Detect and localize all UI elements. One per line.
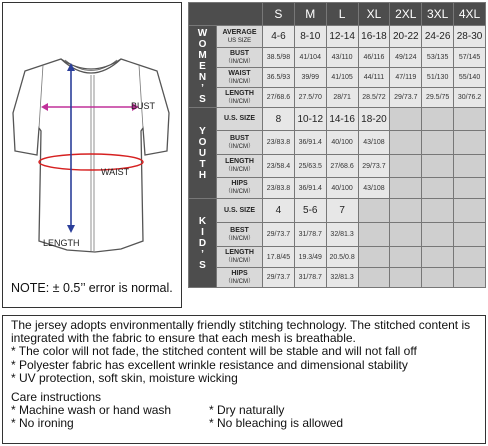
empty-cell	[422, 155, 454, 178]
empty-cell	[422, 247, 454, 268]
measurement-cell: 18-20	[358, 108, 390, 131]
group-label	[189, 108, 217, 199]
measurement-cell: 29.5/75	[422, 88, 454, 108]
care-item: * Machine wash or hand wash	[11, 403, 172, 418]
empty-cell	[454, 268, 486, 288]
group-letter: S	[199, 94, 206, 105]
row-label-text: WAIST	[228, 69, 251, 77]
jersey-outline-icon	[3, 3, 181, 307]
measurement-cell: 12-14	[326, 26, 358, 48]
group-letter: H	[198, 169, 207, 181]
measurement-cell: 36.5/93	[263, 68, 295, 88]
group-letter: U	[198, 147, 207, 159]
row-label	[217, 26, 263, 48]
row-label	[217, 155, 263, 178]
jersey-diagram	[2, 2, 182, 308]
measurement-cell: 36/91.4	[294, 131, 326, 155]
row-label-unit: （IN/CM）	[225, 167, 254, 173]
row-label-unit: （IN/CM）	[225, 189, 254, 195]
measurement-cell: 55/140	[454, 68, 486, 88]
measurement-cell: 41/104	[294, 48, 326, 68]
group-label	[189, 199, 217, 288]
row-label	[217, 131, 263, 155]
header-corner	[189, 3, 263, 26]
measurement-cell: 5-6	[294, 199, 326, 223]
measurement-cell: 8	[263, 108, 295, 131]
row-label-unit: （IN/CM）	[225, 235, 254, 242]
row-label-text: U.S. SIZE	[223, 115, 256, 122]
group-letter: ’	[201, 248, 204, 260]
table-row	[189, 199, 486, 223]
measurement-cell: 28-30	[454, 26, 486, 48]
description-lines	[11, 319, 477, 385]
row-label	[217, 268, 263, 288]
size-header-s: S	[263, 3, 295, 26]
measurement-cell: 4-6	[263, 26, 295, 48]
table-row	[189, 223, 486, 247]
bust-label: BUST	[131, 101, 156, 111]
group-letter: N	[198, 72, 207, 83]
measurement-cell: 20.5/0.8	[326, 247, 358, 268]
empty-cell	[358, 223, 390, 247]
table-row	[189, 131, 486, 155]
row-label	[217, 199, 263, 223]
measurement-cell: 17.8/45	[263, 247, 295, 268]
care-instructions-list	[11, 404, 477, 430]
row-label-unit: US SIZE	[227, 37, 252, 44]
group-letter: K	[198, 215, 207, 227]
measurement-cell: 24-26	[422, 26, 454, 48]
care-item: * No ironing	[11, 416, 74, 431]
measurement-cell: 27.5/70	[294, 88, 326, 108]
size-header-2xl: 2XL	[390, 3, 422, 26]
measurement-cell: 43/108	[358, 178, 390, 199]
measurement-cell: 43/110	[326, 48, 358, 68]
measurement-cell: 29/73.7	[263, 223, 295, 247]
group-label	[189, 26, 217, 108]
group-letter: D	[198, 237, 207, 249]
empty-cell	[358, 268, 390, 288]
row-label-unit: （IN/CM）	[225, 258, 254, 264]
table-row	[189, 155, 486, 178]
measurement-cell: 23/58.4	[263, 155, 295, 178]
group-letter: E	[199, 61, 206, 72]
measurement-cell: 38.5/98	[263, 48, 295, 68]
row-label	[217, 223, 263, 247]
row-label-unit: （IN/CM）	[225, 143, 254, 150]
empty-cell	[454, 247, 486, 268]
group-letter: O	[198, 39, 207, 50]
waist-label: WAIST	[101, 167, 130, 177]
measurement-cell: 40/100	[326, 131, 358, 155]
size-header-xl: XL	[358, 3, 390, 26]
measurement-cell: 19.3/49	[294, 247, 326, 268]
empty-cell	[422, 131, 454, 155]
row-label-text: LENGTH	[225, 89, 254, 97]
measurement-cell: 23/83.8	[263, 178, 295, 199]
row-label-text: U.S. SIZE	[223, 206, 256, 214]
measurement-cell: 4	[263, 199, 295, 223]
size-header-l: L	[326, 3, 358, 26]
measurement-cell: 16-18	[358, 26, 390, 48]
empty-cell	[454, 223, 486, 247]
row-label-text: LENGTH	[225, 249, 254, 256]
description-intro: The jersey adopts environmentally friendly stitching technology. The stitched content is integrated with the fabric to ensure that each mesh is breathable.	[11, 318, 471, 346]
row-label	[217, 48, 263, 68]
length-label: LENGTH	[43, 238, 80, 248]
empty-cell	[454, 131, 486, 155]
measurement-cell: 10-12	[294, 108, 326, 131]
measurement-cell: 51/130	[422, 68, 454, 88]
row-label-text: HIPS	[231, 180, 248, 187]
measurement-cell: 8-10	[294, 26, 326, 48]
measurement-cell: 23/83.8	[263, 131, 295, 155]
size-header-4xl: 4XL	[454, 3, 486, 26]
table-row	[189, 178, 486, 199]
care-item: * Dry naturally	[209, 403, 285, 418]
empty-cell	[454, 108, 486, 131]
row-label-unit: （IN/CM）	[225, 278, 254, 285]
measurement-cell: 30/76.2	[454, 88, 486, 108]
empty-cell	[390, 155, 422, 178]
feature-bullet: * Polyester fabric has excellent wrinkle resistance and dimensional stability	[11, 357, 408, 372]
group-letter: T	[199, 158, 206, 170]
row-label	[217, 247, 263, 268]
group-letter: M	[198, 50, 207, 61]
table-row	[189, 68, 486, 88]
feature-bullet: * UV protection, soft skin, moisture wicking	[11, 370, 238, 385]
table-row	[189, 48, 486, 68]
measurement-cell: 41/105	[326, 68, 358, 88]
row-label-unit: （IN/CM）	[225, 98, 254, 105]
row-label-text: BEST	[230, 226, 249, 234]
row-label-text: BUST	[229, 49, 250, 57]
measurement-cell: 31/78.7	[294, 268, 326, 288]
measurement-cell: 27/68.6	[326, 155, 358, 178]
measurement-cell: 39/99	[294, 68, 326, 88]
measurement-cell: 29/73.7	[358, 155, 390, 178]
size-header-m: M	[294, 3, 326, 26]
empty-cell	[390, 178, 422, 199]
row-label	[217, 88, 263, 108]
row-label	[217, 178, 263, 199]
row-label	[217, 108, 263, 131]
care-instructions-title: Care instructions	[11, 390, 102, 405]
measurement-cell: 46/116	[358, 48, 390, 68]
product-description	[2, 315, 486, 444]
empty-cell	[454, 199, 486, 223]
measurement-cell: 20-22	[390, 26, 422, 48]
row-label-text: BUST	[229, 134, 250, 142]
row-label	[217, 68, 263, 88]
empty-cell	[390, 223, 422, 247]
table-row	[189, 268, 486, 288]
measurement-cell: 40/100	[326, 178, 358, 199]
row-label-unit: （IN/CM）	[225, 58, 254, 65]
measurement-cell: 44/111	[358, 68, 390, 88]
empty-cell	[422, 199, 454, 223]
measurement-cell: 31/78.7	[294, 223, 326, 247]
empty-cell	[422, 108, 454, 131]
size-header-3xl: 3XL	[422, 3, 454, 26]
group-letter: I	[201, 226, 204, 238]
empty-cell	[390, 268, 422, 288]
measurement-cell: 29/73.7	[263, 268, 295, 288]
measurement-cell: 27/68.6	[263, 88, 295, 108]
error-note: NOTE: ± 0.5’’ error is normal.	[11, 281, 173, 295]
measurement-cell: 57/145	[454, 48, 486, 68]
empty-cell	[454, 155, 486, 178]
size-header-row	[189, 3, 486, 26]
measurement-cell: 36/91.4	[294, 178, 326, 199]
row-label-text: LENGTH	[225, 158, 254, 165]
measurement-cell: 32/81.3	[326, 268, 358, 288]
empty-cell	[358, 247, 390, 268]
group-letter: S	[199, 259, 206, 271]
feature-bullet: * The color will not fade, the stitched content will be stable and will not fall off	[11, 344, 417, 359]
empty-cell	[422, 223, 454, 247]
row-label-text: HIPS	[231, 269, 248, 277]
table-row	[189, 108, 486, 131]
table-row	[189, 247, 486, 268]
empty-cell	[422, 268, 454, 288]
table-row	[189, 88, 486, 108]
group-letter: W	[197, 28, 208, 39]
measurement-cell: 7	[326, 199, 358, 223]
table-row	[189, 26, 486, 48]
empty-cell	[454, 178, 486, 199]
measurement-cell: 25/63.5	[294, 155, 326, 178]
measurement-cell: 43/108	[358, 131, 390, 155]
size-table-wrap	[188, 2, 486, 308]
measurement-cell: 47/119	[390, 68, 422, 88]
row-label-text: AVERAGE	[222, 28, 257, 36]
empty-cell	[390, 199, 422, 223]
measurement-cell: 28/71	[326, 88, 358, 108]
size-table	[188, 2, 486, 288]
measurement-cell: 14-16	[326, 108, 358, 131]
care-item: * No bleaching is allowed	[209, 416, 344, 431]
empty-cell	[358, 199, 390, 223]
group-letter: O	[198, 136, 207, 148]
measurement-cell: 49/124	[390, 48, 422, 68]
group-letter: Y	[199, 125, 206, 137]
measurement-cell: 53/135	[422, 48, 454, 68]
empty-cell	[390, 247, 422, 268]
measurement-cell: 28.5/72	[358, 88, 390, 108]
measurement-cell: 32/81.3	[326, 223, 358, 247]
empty-cell	[390, 108, 422, 131]
empty-cell	[422, 178, 454, 199]
row-label-unit: （IN/CM）	[225, 78, 254, 85]
empty-cell	[390, 131, 422, 155]
group-letter: ’	[201, 83, 204, 94]
measurement-cell: 29/73.7	[390, 88, 422, 108]
